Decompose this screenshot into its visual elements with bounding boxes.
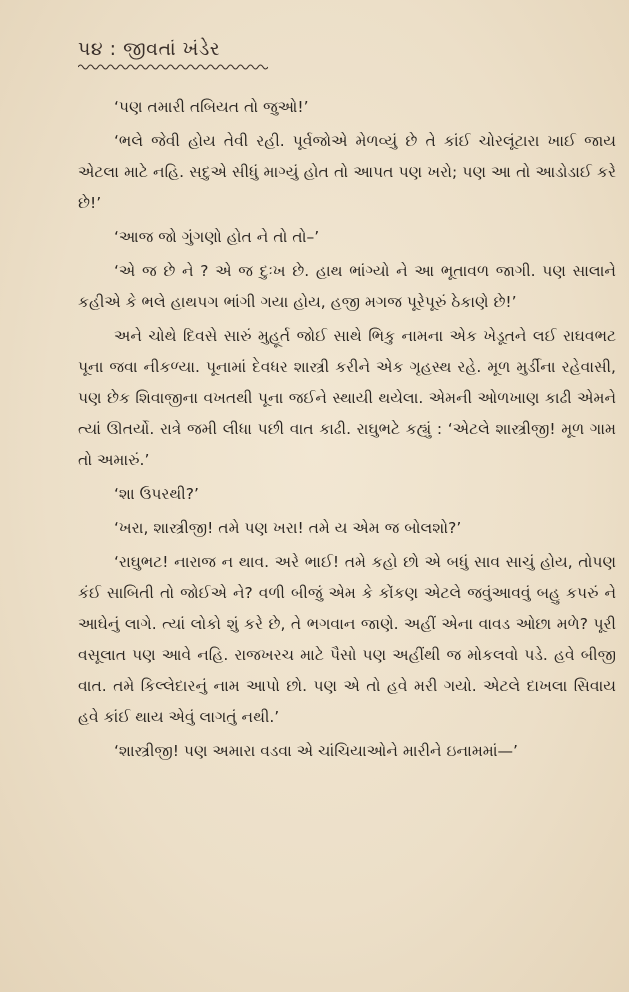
wavy-underline — [78, 62, 268, 72]
paragraph: ‘રાઘુભટ! નારાજ ન થાવ. અરે ભાઈ! તમે કહો છો એ બધું સાવ સાચું હોય, તોપણ કંઈ સાબિતી તો જોઈએ ને? વળી બીજું એમ કે કોંકણ એટલે જવુંઆવવું બહુ કપરું ને આઘેનું લાગે. ત્યાં લોકો શું કરે છે, તે ભગવાન જાણે. અહીં એના વાવડ ઓછા મળે? પૂરી વસૂલાત પણ આવે નહિ. રાજખરચ માટે પૈસો પણ અહીંથી જ મોકલવો પડે. હવે બીજી વાત. તમે કિલ્લેદારનું નામ આપો છો. પણ એ તો હવે મરી ગયો. એટલે દાખલા સિવાય હવે કાંઈ થાય એવું લાગતું નથી.’ — [78, 553, 616, 726]
page-number-and-title: પ૪ : જીવતાં ખંડેર — [78, 38, 221, 60]
paragraph: ‘એ જ છે ને ? એ જ દુઃખ છે. હાથ ભાંગ્યો ને આ ભૂતાવળ જાગી. પણ સાલાને કહીએ કે ભલે હાથપગ ભાંગી ગયા હોય, હજી મગજ પૂરેપૂરું ઠેકાણે છે!’ — [78, 262, 616, 311]
paragraph: ‘આજ જો ગુંગણો હોત ને તો તો–’ — [114, 228, 320, 246]
paragraph: ‘શાસ્ત્રીજી! પણ અમારા વડવા એ ચાંચિયાઓને મારીને ઇનામમાં—’ — [114, 742, 518, 760]
paragraph: ‘ખરા, શાસ્ત્રીજી! તમે પણ ખરા! તમે ય એમ જ બોલશો?’ — [114, 519, 462, 537]
paragraph: ‘ભલે જેવી હોય તેવી રહી. પૂર્વજોએ મેળવ્યું છે તે કાંઈ ચોરલૂંટારા ખાઈ જાય એટલા માટે નહિ. સદુએ સીધું માગ્યું હોત તો આપત પણ ખરો; પણ આ તો આડોડાઈ કરે છે!’ — [78, 132, 616, 212]
body-text — [78, 92, 616, 770]
page-header — [78, 38, 378, 72]
paragraph: અને ચોથે દિવસે સારું મુહૂર્ત જોઈ સાથે ભિકુ નામના એક ખેડૂતને લઈ રાઘવભટ પૂના જવા નીકળ્યા. પૂનામાં દેવધર શાસ્ત્રી કરીને એક ગૃહસ્થ રહે. મૂળ મુર્ડીના રહેવાસી, પણ છેક શિવાજીના વખતથી પૂના જઈને સ્થાયી થયેલા. એમની ઓળખાણ કાઢી એમને ત્યાં ઊતર્યો. રાત્રે જમી લીધા પછી વાત કાઢી. રાઘુભટે કહ્યું : ‘એટલે શાસ્ત્રીજી! મૂળ ગામ તો અમારું.’ — [78, 327, 616, 469]
paragraph: ‘શા ઉપરથી?’ — [114, 485, 199, 503]
paragraph: ‘પણ તમારી તબિયત તો જુઓ!’ — [114, 98, 309, 116]
